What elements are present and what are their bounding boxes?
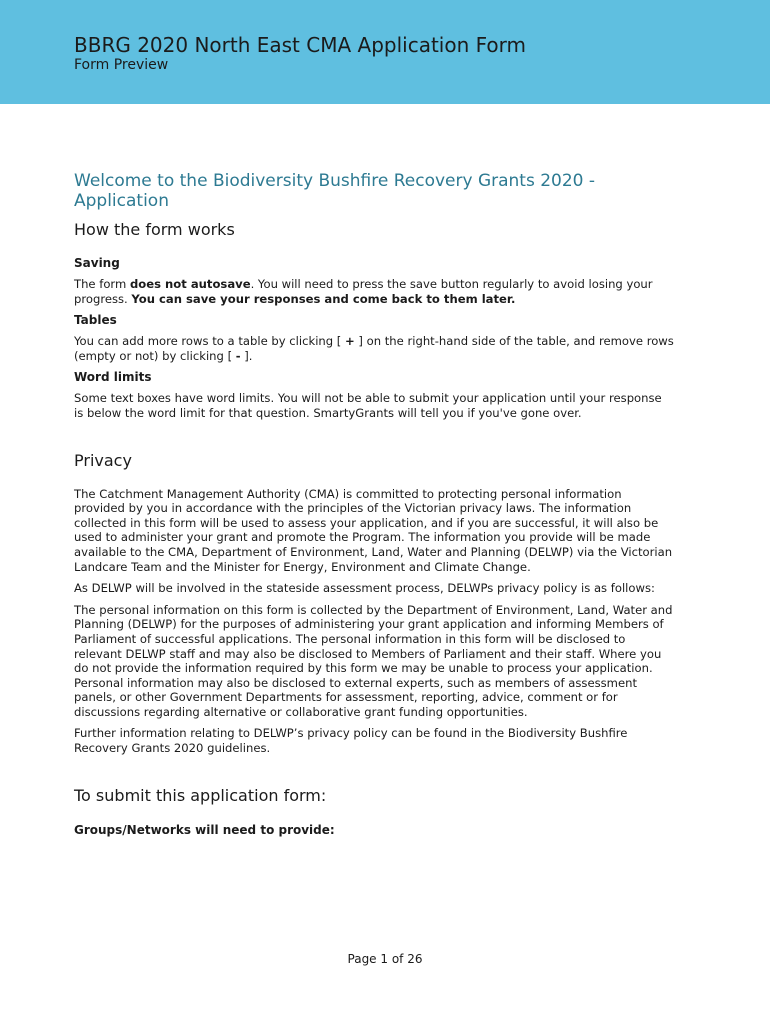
- tables-text-2: ] on the right-hand side of the table, and remove rows (empty or not) by clicking [: [74, 334, 674, 363]
- submit-heading: To submit this application form:: [74, 785, 327, 805]
- word-limits-text: Some text boxes have word limits. You will not be able to submit your application until your response is below the word limit for that question. SmartyGrants will tell you if you've gone over.: [74, 391, 662, 420]
- form-content: [74, 171, 674, 837]
- privacy-paragraph-1: The Catchment Management Authority (CMA) is committed to protecting personal information provided by you in accordance with the principles of the Victorian privacy laws. The information collected in this form will be used to assess your application, and if you are successful, it will also be used to administer your grant and promote the Program. The information you provide will be made available to the CMA, Department of Environment, Land, Water and Planning (DELWP) via the Victorian Landcare Team and the Minister for Energy, Environment and Climate Change.: [74, 486, 673, 574]
- privacy-paragraph-2: As DELWP will be involved in the stateside assessment process, DELWPs privacy policy is as follows:: [74, 581, 655, 596]
- tables-plus: +: [345, 334, 355, 349]
- header-banner: [0, 0, 770, 104]
- tables-text: [74, 334, 674, 363]
- groups-requirements-heading: Groups/Networks will need to provide:: [74, 822, 335, 837]
- tables-text-1: You can add more rows to a table by clicking [: [74, 334, 346, 349]
- privacy-paragraph-4: Further information relating to DELWP’s privacy policy can be found in the Biodiversity Bushfire Recovery Grants 2020 guidelines.: [74, 726, 628, 756]
- word-limits-heading: Word limits: [74, 370, 152, 385]
- saving-text: [74, 277, 674, 306]
- form-title: BBRG 2020 North East CMA Application Form: [74, 33, 527, 57]
- welcome-heading: Welcome to the Biodiversity Bushfire Recovery Grants 2020 - Application: [74, 171, 596, 211]
- privacy-paragraph-3: The personal information on this form is collected by the Department of Environment, Land, Water and Planning (DELWP) for the purposes of administering your grant application and informing Members of Parliament of successful applications. The personal information in this form will be disclosed to relevant DELWP staff and may also be disclosed to Members of Parliament and their staff. Where you do not provide the information required by this form we may be unable to process your application. Personal information may also be disclosed to external experts, such as members of assessment panels, or other Government Departments for assessment, reporting, advice, comment or for discussions regarding alternative or collaborative grant funding opportunities.: [74, 602, 673, 719]
- saving-text-2: . You will need to press the save button regularly to avoid losing your progress.: [74, 277, 653, 306]
- saving-text-1: The form: [74, 277, 130, 291]
- saving-heading: Saving: [74, 256, 120, 270]
- tables-text-3: ].: [240, 348, 253, 363]
- saving-bold-1: does not autosave: [129, 277, 251, 291]
- tables-heading: Tables: [74, 313, 117, 328]
- page-number: Page 1 of 26: [347, 952, 423, 966]
- tables-minus: -: [235, 348, 241, 363]
- privacy-heading: Privacy: [74, 450, 132, 470]
- saving-bold-2: You can save your responses and come back to them later.: [131, 291, 516, 306]
- form-subtitle: Form Preview: [74, 57, 169, 73]
- how-form-works-heading: How the form works: [74, 220, 235, 239]
